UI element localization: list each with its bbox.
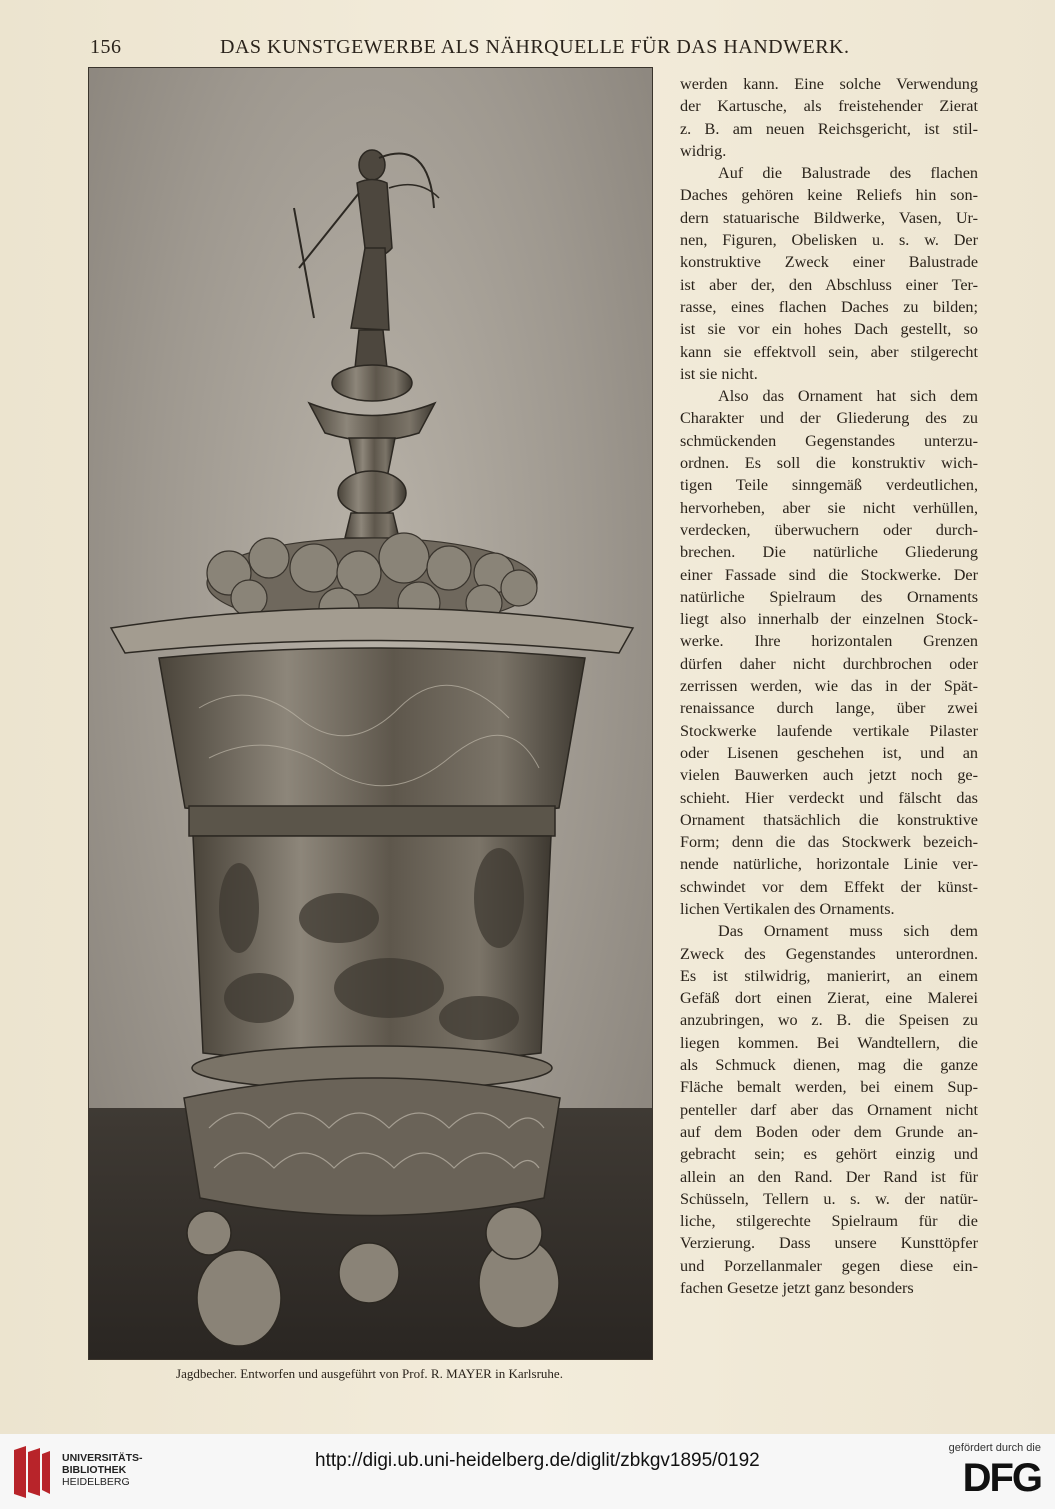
body-line: liegt also innerhalb der einzelnen Stock- — [680, 610, 978, 629]
body-line: widrig. — [680, 141, 727, 160]
body-line: und Porzellanmaler gegen diese ein- — [680, 1256, 978, 1275]
body-line: der Kartusche, als freistehender Zierat — [680, 97, 978, 116]
body-line: Fläche bemalt werden, bei einem Sup- — [680, 1078, 978, 1097]
body-line: als Schmuck dienen, mag die ganze — [680, 1056, 978, 1075]
body-line: allein an den Rand. Der Rand ist für — [680, 1167, 978, 1186]
body-line: werke. Ihre horizontalen Grenzen — [680, 632, 978, 651]
body-line: Daches gehören keine Reliefs hin son- — [680, 186, 978, 205]
body-line: vielen Bauwerken auch jetzt noch ge- — [680, 766, 978, 785]
funding-note: gefördert durch die — [948, 1442, 1041, 1454]
body-line: schmückenden Gegenstandes unterzu- — [680, 431, 978, 450]
page-number: 156 — [90, 36, 122, 58]
university-library-logo-icon — [12, 1444, 52, 1500]
body-line: Es ist stilwidrig, manierirt, an einem — [680, 966, 978, 985]
body-line: schwindet vor dem Effekt der künst- — [680, 877, 978, 896]
running-header — [90, 36, 980, 60]
body-line: fachen Gesetze jetzt ganz besonders — [680, 1279, 914, 1298]
body-line: Charakter und der Gliederung des zu — [680, 409, 978, 428]
body-line: Ornament thatsächlich die konstruktive — [680, 810, 978, 829]
body-line: Gefäß dort einen Zierat, eine Malerei — [680, 989, 978, 1008]
goblet-illustration — [88, 67, 653, 1360]
body-line: anzubringen, wo z. B. die Speisen zu — [680, 1011, 978, 1030]
body-line: Das Ornament muss sich dem — [718, 922, 978, 941]
body-line: nen, Figuren, Obelisken u. s. w. Der — [680, 231, 978, 250]
body-line: tigen Teile sinngemäß verdeutlichen, — [680, 476, 978, 495]
upper-cup — [159, 648, 585, 818]
figure-caption: Jagdbecher. Entworfen und ausgeführt von Prof. R. MAYER in Karlsruhe. — [176, 1366, 563, 1381]
body-line: einer Fassade sind die Stockwerke. Der — [680, 565, 978, 584]
body-line: lichen Vertikalen des Ornaments. — [680, 899, 895, 918]
body-line: Stockwerke laufende vertikale Pilaster — [680, 721, 978, 740]
body-line: z. B. am neuen Reichsgericht, ist stil- — [680, 119, 978, 138]
body-line: renaissance durch lange, über zwei — [680, 699, 978, 718]
body-line: konstruktive Zweck einer Balustrade — [680, 253, 978, 272]
stem — [309, 365, 435, 538]
body-line: ist aber der, den Abschluss einer Ter- — [680, 275, 978, 294]
goblet-drawing — [89, 68, 652, 1359]
body-line: liche, stilgerechte Spielraum für die — [680, 1212, 978, 1231]
petal-foot — [184, 1078, 560, 1216]
body-line: ist sie nicht. — [680, 364, 758, 383]
body-line: Auf die Balustrade des flachen — [718, 164, 978, 183]
body-line: schieht. Hier verdeckt und fälscht das — [680, 788, 978, 807]
body-line: gebracht sein; es gehört einzig und — [680, 1145, 978, 1164]
body-line: Schüsseln, Tellern u. s. w. der natür- — [680, 1189, 978, 1208]
body-line: kann sie effektvoll sein, aber stilgerecht — [680, 342, 978, 361]
body-line: natürliche Spielraum des Ornaments — [680, 587, 978, 606]
permalink-url[interactable]: http://digi.ub.uni-heidelberg.de/diglit/zbkgv1895/0192 — [315, 1450, 760, 1471]
body-line: oder Lisenen geschehen ist, und an — [680, 743, 978, 762]
body-line: Also das Ornament hat sich dem — [718, 387, 978, 406]
body-line: dürfen daher nicht durchbrochen oder — [680, 654, 978, 673]
body-line: werden kann. Eine solche Verwendung — [680, 75, 978, 93]
statuette — [294, 150, 439, 368]
body-line: ist sie vor ein hohes Dach gestellt, so — [680, 320, 978, 339]
body-line: verdecken, überwuchern oder durch- — [680, 520, 978, 539]
running-title: DAS KUNSTGEWERBE ALS NÄHRQUELLE FÜR DAS HANDWERK. — [220, 36, 850, 58]
body-line: Zweck des Gegenstandes unterordnen. — [680, 944, 978, 963]
body-line: hervorheben, aber sie nicht verhüllen, — [680, 498, 978, 517]
body-line: Verzierung. Dass unsere Kunsttöpfer — [680, 1234, 978, 1253]
body-line: zerrissen werden, wie das in der Spät- — [680, 677, 978, 696]
library-name: UNIVERSITÄTS- BIBLIOTHEK HEIDELBERG — [62, 1452, 143, 1488]
lid-brim — [111, 608, 633, 653]
body-line: auf dem Boden oder dem Grunde an- — [680, 1122, 978, 1141]
body-line: ordnen. Es soll die konstruktiv wich- — [680, 454, 978, 473]
body-line: rasse, eines flachen Daches zu bilden; — [680, 297, 978, 316]
body-line: penteller darf aber das Ornament nicht — [680, 1100, 978, 1119]
body-line: brechen. Die natürliche Gliederung — [680, 543, 978, 562]
body-text-column — [680, 73, 978, 1299]
decorative-band — [189, 806, 555, 836]
body-line: liegen kommen. Bei Wandtellern, die — [680, 1033, 978, 1052]
body-line: nende natürliche, horizontale Linie ver- — [680, 855, 978, 874]
body-line: dern statuarische Bildwerke, Vasen, Ur- — [680, 208, 978, 227]
dfg-logo: DFG — [962, 1456, 1041, 1500]
body-line: Form; denn die das Stockwerk bezeich- — [680, 833, 978, 852]
digitization-footer — [0, 1434, 1055, 1509]
